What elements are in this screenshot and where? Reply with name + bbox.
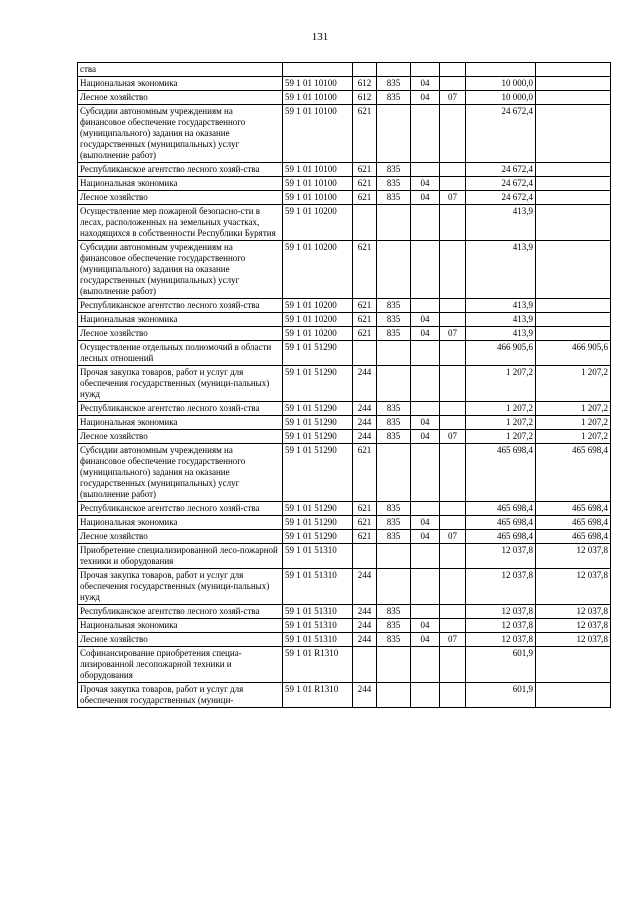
amount-cell: 413,9 [466, 241, 536, 299]
department-code-cell: 835 [377, 313, 411, 327]
amount-cell: 601,9 [466, 647, 536, 683]
table-row [78, 191, 611, 205]
row-name-cell: Субсидии автономным учреждениям на финансовое обеспечение государственного (муниципального) задания на оказание государственных (муниципальных) услуг (выполнение работ) [78, 241, 283, 299]
department-code-cell [377, 683, 411, 708]
amount-federal-cell [536, 177, 611, 191]
amount-federal-cell: 12 037,8 [536, 569, 611, 605]
department-code-cell [377, 205, 411, 241]
target-article-code-cell: 59 1 01 51310 [283, 569, 353, 605]
target-article-code-cell: 59 1 01 10100 [283, 77, 353, 91]
department-code-cell: 835 [377, 402, 411, 416]
department-code-cell: 835 [377, 327, 411, 341]
amount-federal-cell [536, 77, 611, 91]
amount-federal-cell: 465 698,4 [536, 530, 611, 544]
table-row [78, 544, 611, 569]
section-code-cell: 04 [411, 530, 440, 544]
subsection-code-cell: 07 [440, 633, 466, 647]
department-code-cell: 835 [377, 633, 411, 647]
amount-federal-cell: 465 698,4 [536, 516, 611, 530]
expense-type-cell: 621 [353, 502, 377, 516]
row-name-cell: Лесное хозяйство [78, 633, 283, 647]
subsection-code-cell [440, 366, 466, 402]
department-code-cell: 835 [377, 502, 411, 516]
amount-federal-cell: 12 037,8 [536, 633, 611, 647]
row-name-cell: Национальная экономика [78, 416, 283, 430]
section-code-cell [411, 402, 440, 416]
amount-cell: 466 905,6 [466, 341, 536, 366]
target-article-code-cell: 59 1 01 10200 [283, 327, 353, 341]
row-name-cell: Осуществление отдельных полномочий в области лесных отношений [78, 341, 283, 366]
amount-cell: 413,9 [466, 205, 536, 241]
expense-type-cell: 244 [353, 633, 377, 647]
target-article-code-cell: 59 1 01 51310 [283, 605, 353, 619]
row-name-cell: Национальная экономика [78, 177, 283, 191]
table-row [78, 647, 611, 683]
amount-federal-cell [536, 191, 611, 205]
section-code-cell [411, 241, 440, 299]
row-name-cell: Прочая закупка товаров, работ и услуг для обеспечения государственных (муници-пальных) нужд [78, 366, 283, 402]
subsection-code-cell [440, 605, 466, 619]
amount-cell: 24 672,4 [466, 177, 536, 191]
expense-type-cell: 244 [353, 416, 377, 430]
department-code-cell: 835 [377, 299, 411, 313]
target-article-code-cell: 59 1 01 51290 [283, 530, 353, 544]
section-code-cell: 04 [411, 77, 440, 91]
subsection-code-cell: 07 [440, 430, 466, 444]
target-article-code-cell: 59 1 01 10100 [283, 163, 353, 177]
department-code-cell [377, 544, 411, 569]
amount-federal-cell [536, 163, 611, 177]
amount-cell [466, 63, 536, 77]
amount-cell: 465 698,4 [466, 516, 536, 530]
row-name-cell: Приобретение специализированной лесо-пожарной техники и оборудования [78, 544, 283, 569]
table-row [78, 241, 611, 299]
row-name-cell: Осуществление мер пожарной безопасно-сти в лесах, расположенных на земельных участках, находящихся в собственности Республики Бурятия [78, 205, 283, 241]
section-code-cell: 04 [411, 619, 440, 633]
row-name-cell: Лесное хозяйство [78, 530, 283, 544]
section-code-cell: 04 [411, 313, 440, 327]
section-code-cell [411, 444, 440, 502]
target-article-code-cell: 59 1 01 51310 [283, 633, 353, 647]
table-row [78, 105, 611, 163]
target-article-code-cell: 59 1 01 10200 [283, 205, 353, 241]
expense-type-cell: 621 [353, 241, 377, 299]
department-code-cell [377, 366, 411, 402]
target-article-code-cell: 59 1 01 10200 [283, 299, 353, 313]
expense-type-cell [353, 63, 377, 77]
target-article-code-cell: 59 1 01 10100 [283, 105, 353, 163]
amount-cell: 10 000,0 [466, 91, 536, 105]
expense-type-cell: 621 [353, 313, 377, 327]
amount-federal-cell: 465 698,4 [536, 502, 611, 516]
amount-cell: 12 037,8 [466, 569, 536, 605]
table-row [78, 444, 611, 502]
section-code-cell: 04 [411, 430, 440, 444]
target-article-code-cell [283, 63, 353, 77]
amount-federal-cell: 466 905,6 [536, 341, 611, 366]
subsection-code-cell [440, 177, 466, 191]
department-code-cell: 835 [377, 530, 411, 544]
amount-federal-cell [536, 313, 611, 327]
expense-type-cell: 244 [353, 430, 377, 444]
target-article-code-cell: 59 1 01 51290 [283, 502, 353, 516]
subsection-code-cell [440, 163, 466, 177]
section-code-cell [411, 683, 440, 708]
target-article-code-cell: 59 1 01 51290 [283, 341, 353, 366]
subsection-code-cell [440, 416, 466, 430]
subsection-code-cell [440, 341, 466, 366]
row-name-cell: Национальная экономика [78, 619, 283, 633]
amount-federal-cell: 12 037,8 [536, 544, 611, 569]
subsection-code-cell: 07 [440, 91, 466, 105]
subsection-code-cell [440, 444, 466, 502]
amount-federal-cell [536, 105, 611, 163]
table-row [78, 619, 611, 633]
department-code-cell: 835 [377, 605, 411, 619]
amount-cell: 465 698,4 [466, 502, 536, 516]
row-name-cell: Субсидии автономным учреждениям на финансовое обеспечение государственного (муниципального) задания на оказание государственных (муниципальных) услуг (выполнение работ) [78, 105, 283, 163]
row-name-cell: ства [78, 63, 283, 77]
subsection-code-cell [440, 205, 466, 241]
row-name-cell: Софинансирование приобретения специа-лизированной лесопожарной техники и оборудования [78, 647, 283, 683]
expense-type-cell: 244 [353, 619, 377, 633]
amount-federal-cell: 1 207,2 [536, 430, 611, 444]
subsection-code-cell [440, 619, 466, 633]
table-row [78, 205, 611, 241]
subsection-code-cell [440, 683, 466, 708]
expense-type-cell: 244 [353, 683, 377, 708]
table-row [78, 430, 611, 444]
amount-federal-cell: 12 037,8 [536, 619, 611, 633]
target-article-code-cell: 59 1 01 10100 [283, 177, 353, 191]
expense-type-cell: 621 [353, 163, 377, 177]
expense-type-cell: 244 [353, 366, 377, 402]
row-name-cell: Республиканское агентство лесного хозяй-ства [78, 163, 283, 177]
row-name-cell: Республиканское агентство лесного хозяй-ства [78, 502, 283, 516]
target-article-code-cell: 59 1 01 R1310 [283, 683, 353, 708]
subsection-code-cell: 07 [440, 530, 466, 544]
row-name-cell: Субсидии автономным учреждениям на финансовое обеспечение государственного (муниципального) задания на оказание государственных (муниципальных) услуг (выполнение работ) [78, 444, 283, 502]
department-code-cell [377, 63, 411, 77]
target-article-code-cell: 59 1 01 51290 [283, 516, 353, 530]
amount-cell: 413,9 [466, 327, 536, 341]
target-article-code-cell: 59 1 01 51290 [283, 416, 353, 430]
row-name-cell: Лесное хозяйство [78, 327, 283, 341]
amount-federal-cell [536, 299, 611, 313]
department-code-cell [377, 241, 411, 299]
row-name-cell: Национальная экономика [78, 516, 283, 530]
amount-cell: 12 037,8 [466, 605, 536, 619]
table-row [78, 633, 611, 647]
department-code-cell: 835 [377, 91, 411, 105]
table-row [78, 516, 611, 530]
amount-federal-cell [536, 241, 611, 299]
section-code-cell: 04 [411, 191, 440, 205]
amount-federal-cell: 1 207,2 [536, 366, 611, 402]
target-article-code-cell: 59 1 01 10100 [283, 91, 353, 105]
table-row [78, 77, 611, 91]
amount-cell: 1 207,2 [466, 402, 536, 416]
subsection-code-cell [440, 105, 466, 163]
row-name-cell: Республиканское агентство лесного хозяй-ства [78, 605, 283, 619]
amount-federal-cell: 465 698,4 [536, 444, 611, 502]
table-row [78, 91, 611, 105]
amount-cell: 12 037,8 [466, 633, 536, 647]
department-code-cell: 835 [377, 416, 411, 430]
expense-type-cell: 621 [353, 177, 377, 191]
section-code-cell [411, 205, 440, 241]
section-code-cell [411, 647, 440, 683]
table-row [78, 402, 611, 416]
subsection-code-cell [440, 313, 466, 327]
expense-type-cell: 612 [353, 77, 377, 91]
row-name-cell: Прочая закупка товаров, работ и услуг для обеспечения государственных (муници-пальных) нужд [78, 569, 283, 605]
table-row [78, 313, 611, 327]
section-code-cell [411, 366, 440, 402]
section-code-cell [411, 605, 440, 619]
expense-type-cell [353, 544, 377, 569]
section-code-cell [411, 105, 440, 163]
section-code-cell: 04 [411, 416, 440, 430]
amount-federal-cell [536, 327, 611, 341]
table-row [78, 366, 611, 402]
amount-cell: 10 000,0 [466, 77, 536, 91]
amount-cell: 1 207,2 [466, 366, 536, 402]
section-code-cell: 04 [411, 516, 440, 530]
table-row [78, 683, 611, 708]
target-article-code-cell: 59 1 01 51310 [283, 619, 353, 633]
expense-type-cell: 621 [353, 444, 377, 502]
department-code-cell: 835 [377, 191, 411, 205]
target-article-code-cell: 59 1 01 10200 [283, 241, 353, 299]
expense-type-cell: 621 [353, 530, 377, 544]
subsection-code-cell [440, 516, 466, 530]
department-code-cell [377, 341, 411, 366]
table-row [78, 605, 611, 619]
amount-cell: 413,9 [466, 299, 536, 313]
target-article-code-cell: 59 1 01 51290 [283, 444, 353, 502]
target-article-code-cell: 59 1 01 R1310 [283, 647, 353, 683]
amount-cell: 12 037,8 [466, 619, 536, 633]
subsection-code-cell: 07 [440, 327, 466, 341]
department-code-cell [377, 444, 411, 502]
expense-type-cell: 621 [353, 516, 377, 530]
table-row [78, 530, 611, 544]
target-article-code-cell: 59 1 01 51310 [283, 544, 353, 569]
table-row [78, 569, 611, 605]
table-row [78, 502, 611, 516]
amount-federal-cell [536, 63, 611, 77]
subsection-code-cell: 07 [440, 191, 466, 205]
expense-type-cell: 621 [353, 191, 377, 205]
amount-cell: 601,9 [466, 683, 536, 708]
expense-type-cell [353, 647, 377, 683]
table-row [78, 163, 611, 177]
section-code-cell: 04 [411, 633, 440, 647]
row-name-cell: Республиканское агентство лесного хозяй-ства [78, 299, 283, 313]
page-number: 131 [311, 31, 329, 43]
section-code-cell [411, 163, 440, 177]
amount-cell: 1 207,2 [466, 416, 536, 430]
target-article-code-cell: 59 1 01 51290 [283, 366, 353, 402]
department-code-cell: 835 [377, 163, 411, 177]
row-name-cell: Прочая закупка товаров, работ и услуг для обеспечения государственных (муници- [78, 683, 283, 708]
section-code-cell [411, 502, 440, 516]
department-code-cell [377, 105, 411, 163]
amount-federal-cell [536, 647, 611, 683]
section-code-cell: 04 [411, 177, 440, 191]
subsection-code-cell [440, 502, 466, 516]
section-code-cell [411, 299, 440, 313]
table-row [78, 63, 611, 77]
department-code-cell: 835 [377, 430, 411, 444]
table-body [78, 63, 611, 708]
department-code-cell: 835 [377, 619, 411, 633]
section-code-cell: 04 [411, 91, 440, 105]
amount-cell: 1 207,2 [466, 430, 536, 444]
amount-federal-cell: 1 207,2 [536, 416, 611, 430]
target-article-code-cell: 59 1 01 51290 [283, 430, 353, 444]
amount-cell: 413,9 [466, 313, 536, 327]
amount-cell: 24 672,4 [466, 163, 536, 177]
expense-type-cell: 244 [353, 402, 377, 416]
amount-federal-cell [536, 91, 611, 105]
amount-cell: 465 698,4 [466, 444, 536, 502]
subsection-code-cell [440, 569, 466, 605]
amount-federal-cell: 1 207,2 [536, 402, 611, 416]
amount-federal-cell [536, 683, 611, 708]
row-name-cell: Лесное хозяйство [78, 191, 283, 205]
amount-federal-cell: 12 037,8 [536, 605, 611, 619]
subsection-code-cell [440, 647, 466, 683]
section-code-cell: 04 [411, 327, 440, 341]
department-code-cell: 835 [377, 77, 411, 91]
target-article-code-cell: 59 1 01 10200 [283, 313, 353, 327]
department-code-cell: 835 [377, 177, 411, 191]
expense-type-cell: 244 [353, 569, 377, 605]
subsection-code-cell [440, 77, 466, 91]
row-name-cell: Лесное хозяйство [78, 91, 283, 105]
section-code-cell [411, 569, 440, 605]
department-code-cell [377, 569, 411, 605]
table-row [78, 299, 611, 313]
budget-table [77, 62, 611, 708]
expense-type-cell: 621 [353, 299, 377, 313]
amount-cell: 24 672,4 [466, 105, 536, 163]
subsection-code-cell [440, 63, 466, 77]
section-code-cell [411, 63, 440, 77]
amount-federal-cell [536, 205, 611, 241]
table-row [78, 416, 611, 430]
target-article-code-cell: 59 1 01 51290 [283, 402, 353, 416]
row-name-cell: Республиканское агентство лесного хозяй-ства [78, 402, 283, 416]
subsection-code-cell [440, 402, 466, 416]
section-code-cell [411, 544, 440, 569]
amount-cell: 12 037,8 [466, 544, 536, 569]
target-article-code-cell: 59 1 01 10100 [283, 191, 353, 205]
subsection-code-cell [440, 544, 466, 569]
subsection-code-cell [440, 299, 466, 313]
expense-type-cell: 244 [353, 605, 377, 619]
row-name-cell: Национальная экономика [78, 313, 283, 327]
expense-type-cell: 621 [353, 105, 377, 163]
expense-type-cell: 612 [353, 91, 377, 105]
amount-cell: 465 698,4 [466, 530, 536, 544]
amount-cell: 24 672,4 [466, 191, 536, 205]
table-row [78, 341, 611, 366]
department-code-cell: 835 [377, 516, 411, 530]
section-code-cell [411, 341, 440, 366]
table-row [78, 327, 611, 341]
table-row [78, 177, 611, 191]
expense-type-cell [353, 205, 377, 241]
subsection-code-cell [440, 241, 466, 299]
department-code-cell [377, 647, 411, 683]
row-name-cell: Национальная экономика [78, 77, 283, 91]
expense-type-cell [353, 341, 377, 366]
expense-type-cell: 621 [353, 327, 377, 341]
row-name-cell: Лесное хозяйство [78, 430, 283, 444]
